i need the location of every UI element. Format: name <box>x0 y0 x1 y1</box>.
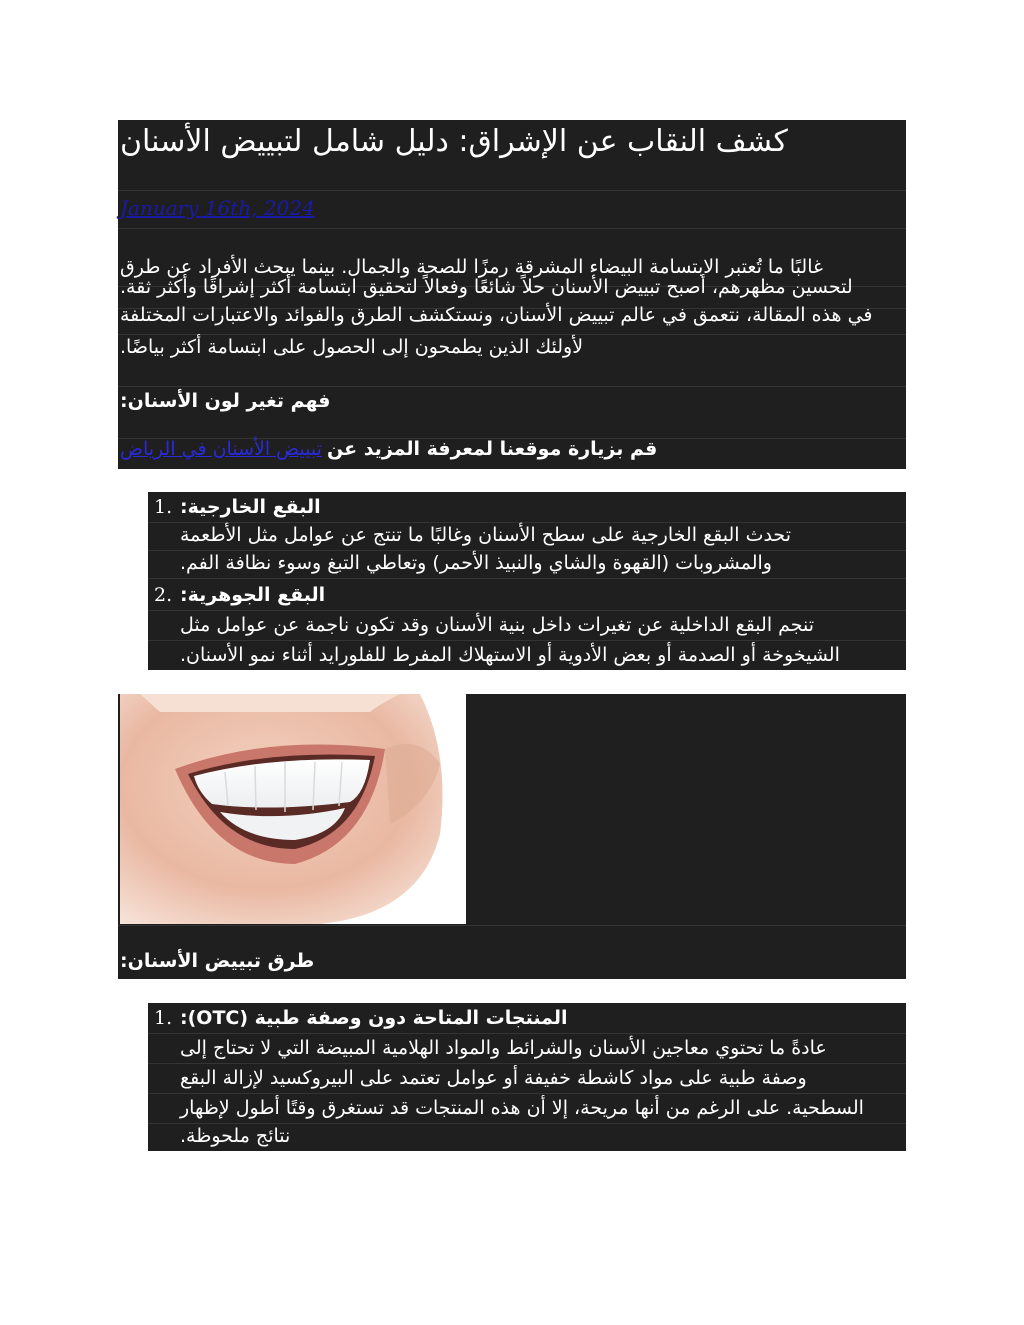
article-header-block <box>118 120 906 469</box>
title-row <box>118 120 906 191</box>
page-title: كشف النقاب عن الإشراق: دليل شامل لتبييض الأسنان <box>120 124 788 159</box>
list-heading: المنتجات المتاحة دون وصفة طبية (OTC): <box>180 1007 568 1029</box>
list-text: الشيخوخة أو الصدمة أو بعض الأدوية أو الاستهلاك المفرط للفلورايد أثناء نمو الأسنان. <box>180 644 840 666</box>
list-text: السطحية. على الرغم من أنها مريحة، إلا أن هذه المنتجات قد تستغرق وقتًا أطول لإظهار <box>180 1097 864 1119</box>
list-number: 1. <box>154 1007 173 1029</box>
list-text: والمشروبات (القهوة والشاي والنبيذ الأحمر) وتعاطي التبغ وسوء نظافة الفم. <box>180 552 772 574</box>
intro-line: في هذه المقالة، نتعمق في عالم تبييض الأسنان، ونستكشف الطرق والفوائد والاعتبارات المختلفة <box>120 304 873 326</box>
list-text-row <box>148 1033 906 1064</box>
visit-row <box>120 438 904 468</box>
smile-photo <box>120 694 466 924</box>
teeth-whitening-riyadh-link[interactable]: تبييض الأسنان في الرياض <box>120 438 322 460</box>
intro-line: لتحسين مظهرهم، أصبح تبييض الأسنان حلاً شائعًا وفعالاً لتحقيق ابتسامة أكثر إشراقًا وأكثر ثقة. <box>120 276 853 298</box>
intro-line-row <box>118 304 906 335</box>
list-text-row <box>148 1123 906 1151</box>
section-heading-row <box>118 386 906 439</box>
intro-line: لأولئك الذين يطمحون إلى الحصول على ابتسامة أكثر بياضًا. <box>120 336 584 358</box>
intro-line: غالبًا ما تُعتبر الابتسامة البيضاء المشرقة رمزًا للصحة والجمال. بينما يبحث الأفراد عن طرق <box>120 256 823 278</box>
list-text-row <box>148 550 906 579</box>
stains-list-block <box>148 492 906 670</box>
list-text-row <box>148 1093 906 1124</box>
list-item <box>148 578 906 611</box>
list-heading: البقع الخارجية: <box>180 496 321 518</box>
list-text: تحدث البقع الخارجية على سطح الأسنان وغالبًا ما تنتج عن عوامل مثل الأطعمة <box>180 524 791 546</box>
list-heading: البقع الجوهرية: <box>180 584 326 606</box>
list-number: 2. <box>154 584 173 606</box>
divider <box>118 924 906 926</box>
section-heading-discoloration: فهم تغير لون الأسنان: <box>120 390 331 412</box>
list-number: 1. <box>154 496 173 518</box>
date-link[interactable]: January 16th, 2024 <box>120 196 315 220</box>
list-text: عادةً ما تحتوي معاجين الأسنان والشرائط والمواد الهلامية المبيضة التي لا تحتاج إلى <box>180 1037 827 1059</box>
image-block <box>118 694 906 979</box>
visit-text: قم بزيارة موقعنا لمعرفة المزيد عن <box>327 438 658 460</box>
list-text-row <box>148 610 906 641</box>
intro-line-row <box>118 334 906 387</box>
smile-illustration <box>120 694 466 924</box>
date-row <box>118 190 906 229</box>
list-item <box>148 1003 906 1034</box>
list-text-row <box>148 522 906 551</box>
list-text: وصفة طبية على مواد كاشطة خفيفة أو عوامل تعتمد على البيروكسيد لإزالة البقع <box>180 1067 807 1089</box>
list-text-row <box>148 640 906 670</box>
list-text: نتائج ملحوظة. <box>180 1125 291 1147</box>
list-text: تنجم البقع الداخلية عن تغيرات داخل بنية الأسنان وقد تكون ناجمة عن عوامل مثل <box>180 614 815 636</box>
list-item <box>148 492 906 523</box>
list-text-row <box>148 1063 906 1094</box>
methods-list-block <box>148 1003 906 1151</box>
methods-heading: طرق تبييض الأسنان: <box>120 950 315 972</box>
